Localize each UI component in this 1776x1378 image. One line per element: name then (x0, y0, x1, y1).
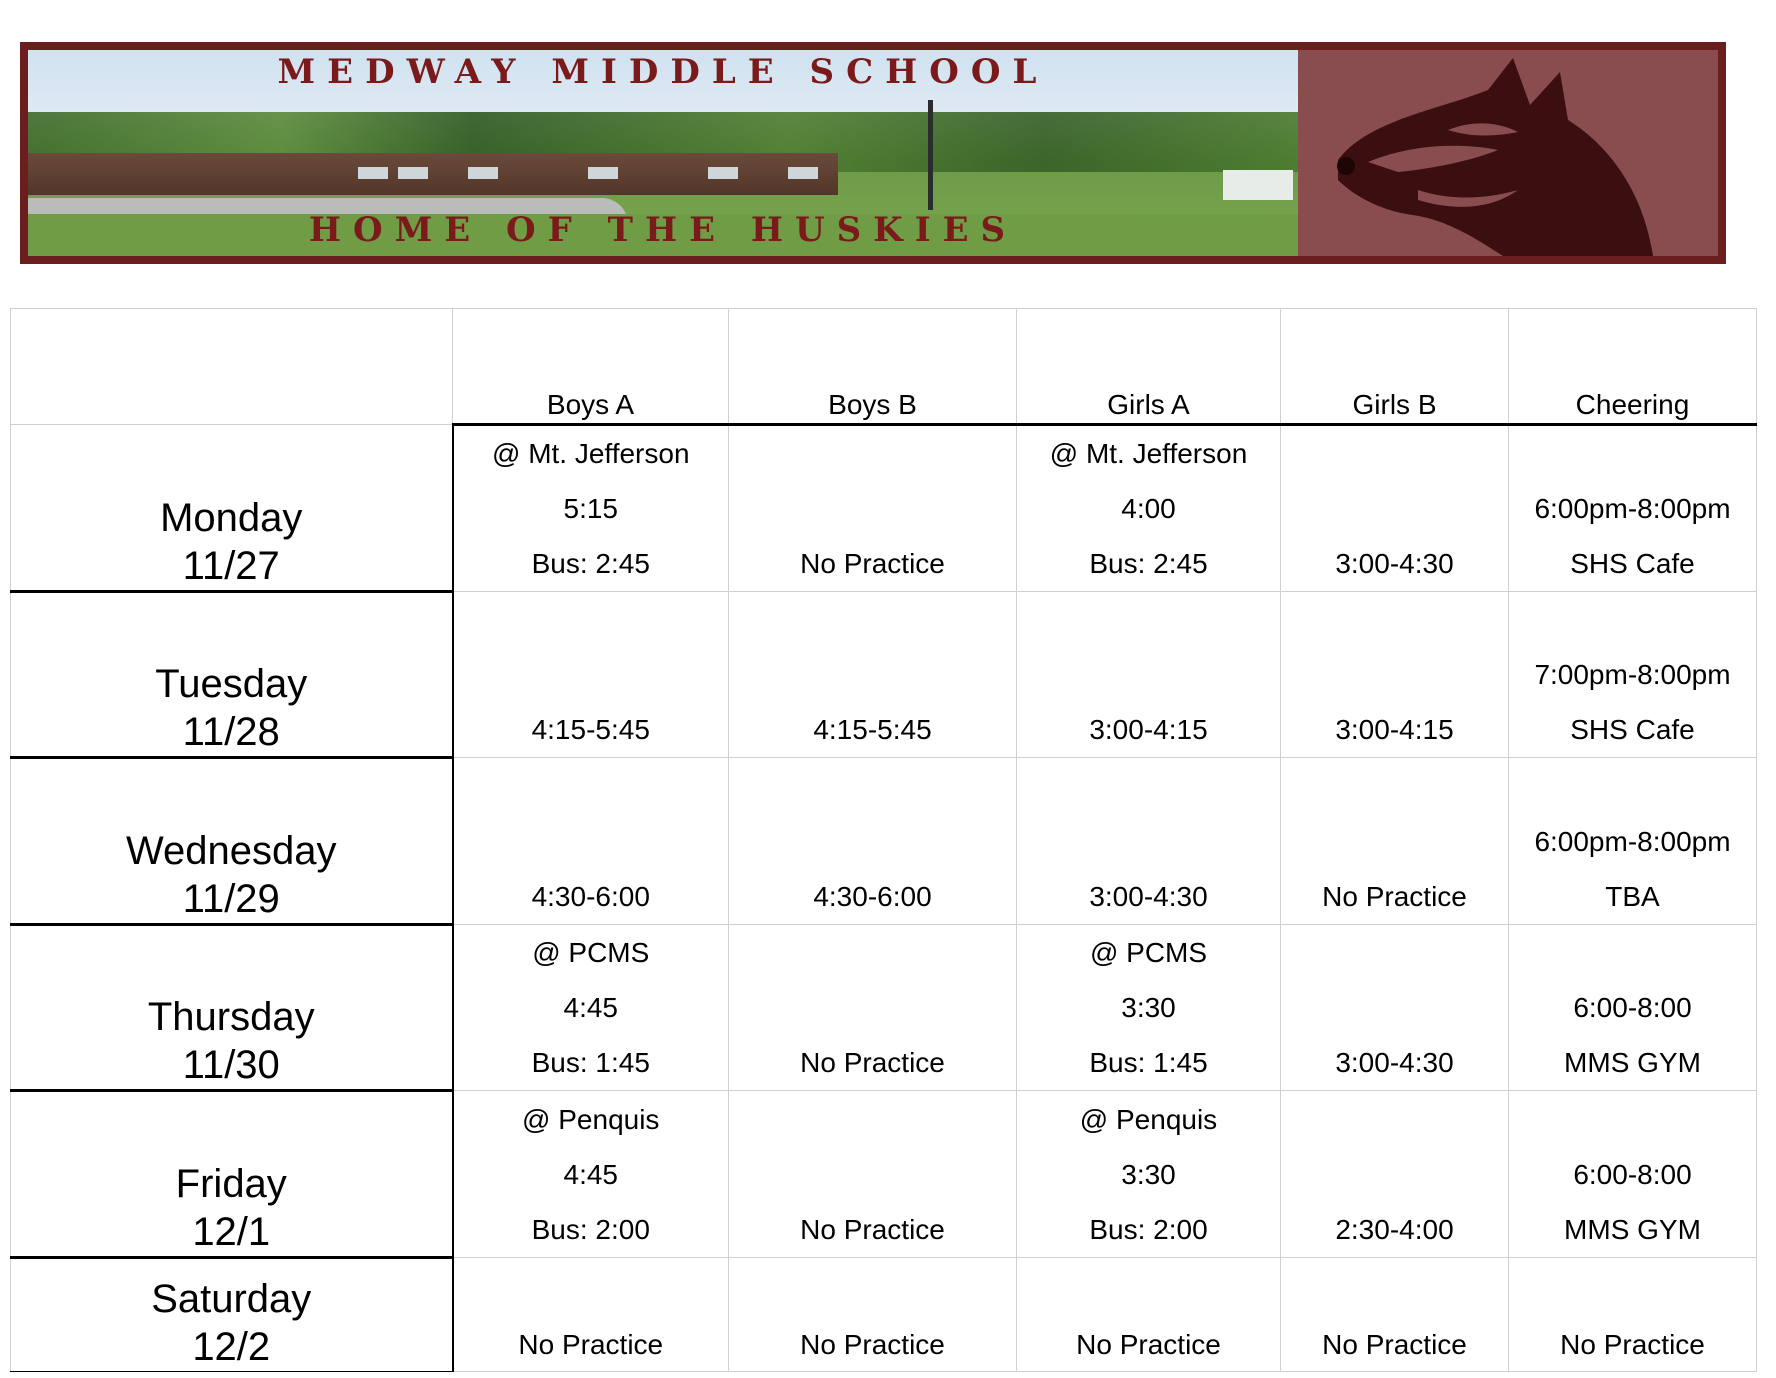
schedule-entry: SHS Cafe (1570, 714, 1695, 745)
day-name: Thursday (147, 995, 315, 1039)
day-date: 11/28 (182, 710, 280, 754)
schedule-entry: No Practice (518, 1329, 664, 1360)
schedule-cell-cheering (1509, 592, 1757, 758)
schedule-entry: Bus: 1:45 (531, 1047, 650, 1078)
day-cell (11, 425, 453, 592)
schedule-cell-girls-b (1281, 1258, 1509, 1372)
schedule-cell-girls-a (1017, 758, 1281, 925)
schedule-entry: 4:30-6:00 (813, 881, 932, 912)
school-banner (20, 42, 1726, 264)
schedule-entry: @ Mt. Jefferson (491, 438, 690, 469)
day-cell (11, 1258, 453, 1372)
header-corner-cell (11, 309, 453, 425)
schedule-entry: No Practice (800, 548, 945, 579)
schedule-entry: SHS Cafe (1570, 548, 1695, 579)
schedule-entry: No Practice (1560, 1329, 1705, 1360)
schedule-entry: 4:45 (563, 992, 618, 1023)
day-cell (11, 592, 453, 758)
table-row (11, 925, 1757, 1091)
schedule-entry: No Practice (800, 1329, 945, 1360)
day-date: 11/30 (182, 1043, 280, 1087)
column-header-girls-a: Girls A (1017, 309, 1281, 425)
schedule-entry: 5:15 (563, 493, 618, 524)
schedule-cell-boys-a (453, 758, 729, 925)
schedule-cell-boys-b (729, 1091, 1017, 1258)
day-name: Wednesday (125, 829, 337, 873)
practice-schedule-table (10, 308, 1757, 1372)
day-cell (11, 1091, 453, 1258)
schedule-cell-boys-a (453, 1258, 729, 1372)
schedule-cell-boys-b (729, 925, 1017, 1091)
schedule-cell-boys-a (453, 1091, 729, 1258)
schedule-entry: Bus: 1:45 (1089, 1047, 1208, 1078)
day-date: 12/2 (192, 1325, 271, 1369)
schedule-entry: Bus: 2:00 (1089, 1214, 1208, 1245)
schedule-cell-boys-b (729, 592, 1017, 758)
husky-head-icon (1298, 50, 1718, 256)
schedule-cell-boys-b (729, 758, 1017, 925)
schedule-cell-cheering (1509, 758, 1757, 925)
schedule-entry: 4:00 (1121, 493, 1176, 524)
schedule-cell-girls-a (1017, 425, 1281, 592)
schedule-cell-girls-a (1017, 925, 1281, 1091)
schedule-cell-boys-a (453, 925, 729, 1091)
day-name: Friday (175, 1162, 287, 1206)
day-date: 11/27 (182, 544, 280, 588)
schedule-entry: @ PCMS (532, 937, 650, 968)
day-name: Monday (160, 496, 303, 540)
schedule-cell-girls-a (1017, 592, 1281, 758)
schedule-entry: 3:30 (1121, 1159, 1176, 1190)
schedule-cell-girls-a (1017, 1258, 1281, 1372)
schedule-entry: No Practice (800, 1047, 945, 1078)
schedule-cell-girls-a (1017, 1091, 1281, 1258)
day-cell (11, 758, 453, 925)
schedule-entry: 3:00-4:15 (1335, 714, 1454, 745)
schedule-entry: Bus: 2:45 (531, 548, 650, 579)
schedule-entry: 3:00-4:30 (1335, 1047, 1454, 1078)
table-row (11, 592, 1757, 758)
schedule-entry: 7:00pm-8:00pm (1534, 659, 1731, 690)
schedule-entry: 4:15-5:45 (813, 714, 932, 745)
schedule-entry: 6:00pm-8:00pm (1534, 493, 1731, 524)
schedule-entry: 2:30-4:00 (1335, 1214, 1454, 1245)
schedule-cell-girls-b (1281, 592, 1509, 758)
schedule-entry: 3:00-4:15 (1089, 714, 1208, 745)
schedule-entry: Bus: 2:00 (531, 1214, 650, 1245)
banner-subtitle: HOME OF THE HUSKIES (308, 210, 1018, 250)
schedule-cell-girls-b (1281, 925, 1509, 1091)
schedule-entry: 6:00-8:00 (1573, 992, 1692, 1023)
day-cell (11, 925, 453, 1091)
schedule-cell-girls-b (1281, 758, 1509, 925)
schedule-cell-boys-a (453, 425, 729, 592)
schedule-cell-boys-a (453, 592, 729, 758)
schedule-entry: 3:30 (1121, 992, 1176, 1023)
day-date: 11/29 (182, 877, 280, 921)
schedule-entry: Bus: 2:45 (1089, 548, 1208, 579)
table-header-row (11, 309, 1757, 425)
schedule-cell-girls-b (1281, 1091, 1509, 1258)
schedule-entry: No Practice (1322, 881, 1467, 912)
schedule-entry: 3:00-4:30 (1335, 548, 1454, 579)
schedule-entry: No Practice (1322, 1329, 1467, 1360)
schedule-entry: MMS GYM (1564, 1047, 1701, 1078)
day-name: Tuesday (155, 662, 308, 706)
schedule-entry: No Practice (800, 1214, 945, 1245)
schedule-entry: 4:15-5:45 (531, 714, 650, 745)
table-row (11, 1258, 1757, 1372)
column-header-girls-b: Girls B (1281, 309, 1509, 425)
schedule-cell-boys-b (729, 425, 1017, 592)
schedule-entry: @ PCMS (1089, 937, 1208, 968)
day-date: 12/1 (192, 1210, 271, 1254)
schedule-entry: No Practice (1076, 1329, 1221, 1360)
schedule-entry: 6:00-8:00 (1573, 1159, 1692, 1190)
schedule-entry: 4:30-6:00 (531, 881, 650, 912)
day-name: Saturday (151, 1277, 312, 1321)
column-header-boys-b: Boys B (729, 309, 1017, 425)
schedule-entry: MMS GYM (1564, 1214, 1701, 1245)
schedule-cell-cheering (1509, 925, 1757, 1091)
schedule-cell-cheering (1509, 1091, 1757, 1258)
schedule-cell-girls-b (1281, 425, 1509, 592)
schedule-entry: TBA (1605, 881, 1660, 912)
banner-title: MEDWAY MIDDLE SCHOOL (277, 52, 1049, 92)
schedule-entry: 3:00-4:30 (1089, 881, 1208, 912)
table-row (11, 1091, 1757, 1258)
husky-mascot-panel (1298, 50, 1718, 256)
column-header-boys-a: Boys A (453, 309, 729, 425)
schedule-entry: @ Penquis (1079, 1104, 1218, 1135)
schedule-cell-cheering (1509, 425, 1757, 592)
schedule-entry: 6:00pm-8:00pm (1534, 826, 1731, 857)
column-header-cheering: Cheering (1509, 309, 1757, 425)
schedule-entry: @ Mt. Jefferson (1049, 438, 1248, 469)
schedule-entry: @ Penquis (522, 1104, 660, 1135)
table-row (11, 425, 1757, 592)
schedule-cell-cheering (1509, 1258, 1757, 1372)
schedule-entry: 4:45 (563, 1159, 618, 1190)
schedule-cell-boys-b (729, 1258, 1017, 1372)
table-row (11, 758, 1757, 925)
